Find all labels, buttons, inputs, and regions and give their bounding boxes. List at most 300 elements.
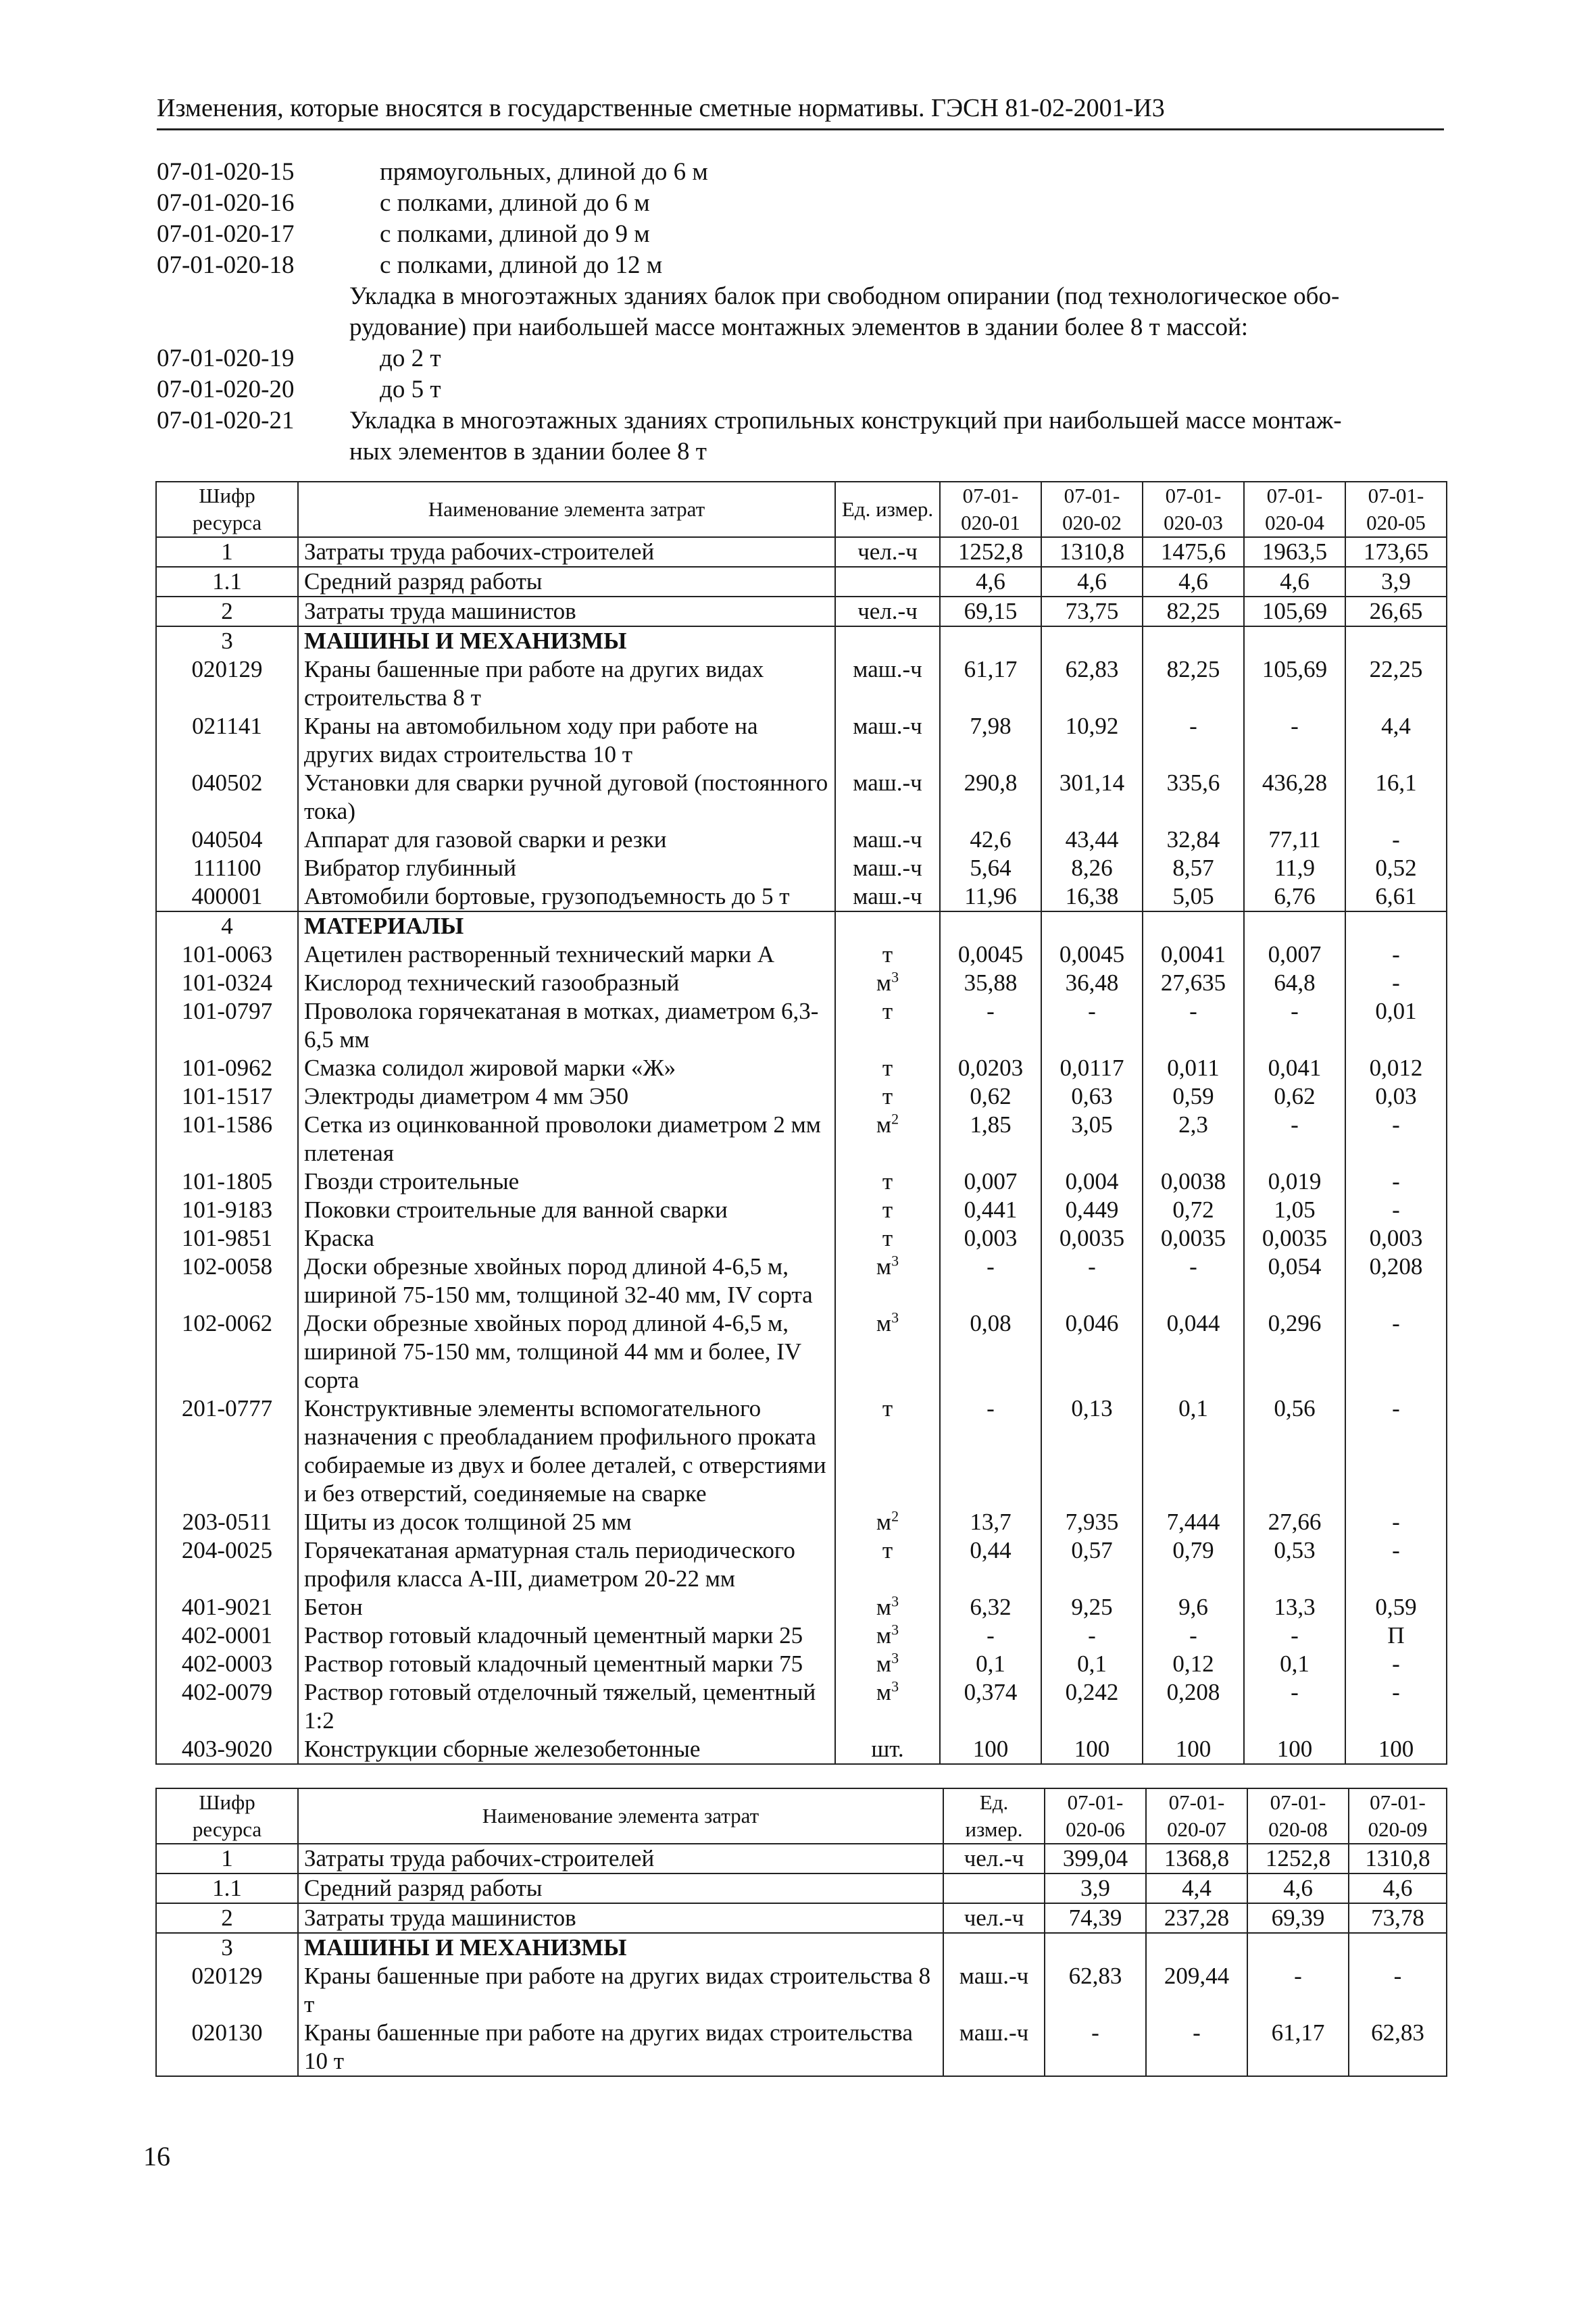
header-norm-code-l2: 020-07 <box>1167 1817 1226 1841</box>
norm-value: - <box>1345 1650 1447 1678</box>
norm-value: 436,28 <box>1244 769 1345 826</box>
norm-value: 0,59 <box>1143 1082 1244 1111</box>
unit-text: м <box>876 1594 892 1620</box>
intro-code: 07-01-020-18 <box>157 251 295 279</box>
norm-value: 1310,8 <box>1349 1844 1447 1873</box>
norm-value: 61,17 <box>1247 2019 1349 2076</box>
resource-name: Средний разряд работы <box>298 567 835 597</box>
table-row <box>156 567 1447 597</box>
unit-text: чел.-ч <box>964 1905 1024 1931</box>
intro-text: до 5 т <box>380 376 441 403</box>
norm-value: 74,39 <box>1045 1903 1146 1933</box>
unit-text: маш.-ч <box>959 2019 1029 2046</box>
resource-unit <box>835 969 940 997</box>
norm-value: 0,1 <box>940 1650 1041 1678</box>
resource-name: Смазка солидол жировой марки «Ж» <box>298 1054 835 1082</box>
norm-value: 62,83 <box>1349 2019 1447 2076</box>
norm-value: 4,4 <box>1345 712 1447 769</box>
header-norm-code-l1: 07-01- <box>1168 1790 1225 1814</box>
header-norm-code <box>1143 482 1244 537</box>
norm-value: 100 <box>1041 1735 1143 1764</box>
resource-unit <box>835 1111 940 1167</box>
header-name: Наименование элемента затрат <box>298 482 835 537</box>
unit-exponent: 3 <box>891 1678 899 1695</box>
norm-value <box>1244 911 1345 940</box>
table-row <box>156 1933 1447 1962</box>
norm-value: 100 <box>1345 1735 1447 1764</box>
unit-exponent: 3 <box>891 1592 899 1610</box>
norm-value: 0,57 <box>1041 1536 1143 1593</box>
resource-code: 3 <box>156 1933 298 1962</box>
table-row <box>156 940 1447 969</box>
norm-value: 62,83 <box>1041 655 1143 712</box>
intro-code: 07-01-020-20 <box>157 376 295 403</box>
page-number: 16 <box>143 2141 170 2171</box>
norm-value: 0,012 <box>1345 1054 1447 1082</box>
norm-value: 82,25 <box>1143 597 1244 626</box>
table-row <box>156 1593 1447 1621</box>
norm-value: 11,96 <box>940 882 1041 911</box>
resource-code: 020130 <box>156 2019 298 2076</box>
intro-list <box>157 157 1444 468</box>
norm-value: 0,0045 <box>940 940 1041 969</box>
norm-value: - <box>1345 1536 1447 1593</box>
norm-value: 301,14 <box>1041 769 1143 826</box>
resource-unit <box>835 626 940 655</box>
norm-value: 0,52 <box>1345 854 1447 882</box>
resource-code: 101-0063 <box>156 940 298 969</box>
norm-value <box>940 911 1041 940</box>
header-code: Шифр ресурса <box>156 482 298 537</box>
unit-text: чел.-ч <box>964 1845 1024 1871</box>
resource-code: 102-0062 <box>156 1309 298 1394</box>
resource-name: Горячекатаная арматурная сталь периодического профиля класса А-III, диаметром 20-22 мм <box>298 1536 835 1593</box>
resource-code: 2 <box>156 1903 298 1933</box>
resource-name: Краны башенные при работе на других видах строительства 8 т <box>298 655 835 712</box>
intro-code: 07-01-020-17 <box>157 220 295 248</box>
resource-unit <box>943 1873 1045 1903</box>
norm-value: 237,28 <box>1146 1903 1247 1933</box>
resource-code: 1.1 <box>156 567 298 597</box>
norm-value: 3,05 <box>1041 1111 1143 1167</box>
resource-unit <box>835 567 940 597</box>
table-row <box>156 712 1447 769</box>
resource-unit <box>835 769 940 826</box>
header-norm-code <box>1041 482 1143 537</box>
norm-value <box>1045 1933 1146 1962</box>
norm-value: 399,04 <box>1045 1844 1146 1873</box>
norm-value: 0,449 <box>1041 1196 1143 1224</box>
resource-unit <box>943 1933 1045 1962</box>
resource-code: 1 <box>156 537 298 567</box>
resource-code: 040502 <box>156 769 298 826</box>
resource-unit <box>835 1678 940 1735</box>
norm-value: 35,88 <box>940 969 1041 997</box>
resource-name: Краска <box>298 1224 835 1253</box>
resource-name: Доски обрезные хвойных пород длиной 4-6,5 м, шириной 75-150 мм, толщиной 32-40 мм, IV сорта <box>298 1253 835 1309</box>
norm-value: - <box>1045 2019 1146 2076</box>
header-norm-code-l1: 07-01- <box>1165 484 1222 507</box>
table-row <box>156 1678 1447 1735</box>
norm-value: 69,15 <box>940 597 1041 626</box>
resource-unit <box>835 1082 940 1111</box>
page-header: Изменения, которые вносятся в государственные сметные нормативы. ГЭСН 81-02-2001-И3 <box>157 93 1444 130</box>
norm-value: 0,53 <box>1244 1536 1345 1593</box>
resource-unit <box>835 1593 940 1621</box>
resource-name: Бетон <box>298 1593 835 1621</box>
resource-code: 201-0777 <box>156 1394 298 1508</box>
norm-value: 3,9 <box>1345 567 1447 597</box>
resource-table-2 <box>155 1788 1447 2077</box>
resource-name: Конструкции сборные железобетонные <box>298 1735 835 1764</box>
resource-unit <box>943 2019 1045 2076</box>
resource-unit <box>835 1650 940 1678</box>
norm-value: 0,62 <box>1244 1082 1345 1111</box>
norm-value: 61,17 <box>940 655 1041 712</box>
table-header-row <box>156 482 1447 537</box>
table-row <box>156 1508 1447 1536</box>
header-unit: Ед. измер. <box>943 1788 1045 1844</box>
norm-value: 0,0117 <box>1041 1054 1143 1082</box>
norm-value: 0,011 <box>1143 1054 1244 1082</box>
unit-text: маш.-ч <box>853 770 922 796</box>
norm-value: 13,7 <box>940 1508 1041 1536</box>
norm-value: 0,0045 <box>1041 940 1143 969</box>
unit-text: маш.-ч <box>853 713 922 739</box>
norm-value: 0,0203 <box>940 1054 1041 1082</box>
norm-value: П <box>1345 1621 1447 1650</box>
intro-text: прямоугольных, длиной до 6 м <box>380 158 708 186</box>
norm-value: 43,44 <box>1041 826 1143 854</box>
intro-row <box>157 343 1444 374</box>
norm-value: 16,38 <box>1041 882 1143 911</box>
table-row <box>156 1735 1447 1764</box>
norm-value: 0,12 <box>1143 1650 1244 1678</box>
header-norm-code-l1: 07-01- <box>1266 484 1323 507</box>
resource-name: Раствор готовый кладочный цементный марки 75 <box>298 1650 835 1678</box>
header-norm-code-l2: 020-02 <box>1062 511 1122 534</box>
intro-text: Укладка в многоэтажных зданиях балок при свободном опирании (под технологическое обо- <box>349 282 1340 310</box>
norm-value: 27,66 <box>1244 1508 1345 1536</box>
norm-value: - <box>940 1253 1041 1309</box>
norm-value <box>1143 626 1244 655</box>
norm-value: 10,92 <box>1041 712 1143 769</box>
intro-code <box>157 312 349 343</box>
norm-value: 0,044 <box>1143 1309 1244 1394</box>
intro-row <box>157 188 1444 219</box>
resource-name: Краны башенные при работе на других видах строительства 8 т <box>298 1962 943 2019</box>
unit-text: м <box>876 1622 892 1649</box>
norm-value: 64,8 <box>1244 969 1345 997</box>
norm-value: 7,98 <box>940 712 1041 769</box>
header-name: Наименование элемента затрат <box>298 1788 943 1844</box>
table-row <box>156 826 1447 854</box>
table-row <box>156 997 1447 1054</box>
resource-unit <box>835 911 940 940</box>
norm-value: - <box>1345 969 1447 997</box>
norm-value: 0,1 <box>1244 1650 1345 1678</box>
intro-row <box>157 219 1444 250</box>
table-row <box>156 1253 1447 1309</box>
norm-value: 0,59 <box>1345 1593 1447 1621</box>
norm-value: 5,05 <box>1143 882 1244 911</box>
resource-unit <box>835 1253 940 1309</box>
norm-value: 0,1 <box>1143 1394 1244 1508</box>
resource-code: 020129 <box>156 655 298 712</box>
norm-value: 100 <box>1143 1735 1244 1764</box>
unit-text: т <box>882 1537 893 1563</box>
intro-row <box>157 436 1444 468</box>
resource-unit <box>835 1309 940 1394</box>
table-row <box>156 1196 1447 1224</box>
table-row <box>156 911 1447 940</box>
norm-value <box>1345 911 1447 940</box>
norm-value: 69,39 <box>1247 1903 1349 1933</box>
unit-text: м <box>876 1651 892 1677</box>
unit-exponent: 3 <box>891 968 899 986</box>
norm-value <box>1244 626 1345 655</box>
norm-value: 0,374 <box>940 1678 1041 1735</box>
resource-unit <box>835 997 940 1054</box>
resource-unit <box>835 712 940 769</box>
resource-name: МАШИНЫ И МЕХАНИЗМЫ <box>298 626 835 655</box>
norm-value <box>1146 1933 1247 1962</box>
resource-name: Средний разряд работы <box>298 1873 943 1903</box>
norm-value: 0,041 <box>1244 1054 1345 1082</box>
norm-value: 9,25 <box>1041 1593 1143 1621</box>
table-row <box>156 969 1447 997</box>
norm-value: 7,935 <box>1041 1508 1143 1536</box>
unit-text: маш.-ч <box>853 855 922 881</box>
resource-unit <box>835 940 940 969</box>
resource-code: 403-9020 <box>156 1735 298 1764</box>
norm-value: 0,046 <box>1041 1309 1143 1394</box>
resource-code: 402-0079 <box>156 1678 298 1735</box>
norm-value: 36,48 <box>1041 969 1143 997</box>
table-row <box>156 1536 1447 1593</box>
header-norm-code-l2: 020-01 <box>961 511 1020 534</box>
norm-value: - <box>1345 1508 1447 1536</box>
resource-code: 4 <box>156 911 298 940</box>
norm-value: 0,0035 <box>1041 1224 1143 1253</box>
resource-code: 1.1 <box>156 1873 298 1903</box>
table-row <box>156 597 1447 626</box>
header-norm-code-l2: 020-08 <box>1268 1817 1328 1841</box>
header-norm-code-l1: 07-01- <box>1067 1790 1124 1814</box>
norm-value: - <box>1345 1394 1447 1508</box>
resource-code: 400001 <box>156 882 298 911</box>
unit-text: т <box>882 941 893 967</box>
resource-unit <box>943 1903 1045 1933</box>
resource-code: 402-0003 <box>156 1650 298 1678</box>
resource-unit <box>943 1962 1045 2019</box>
unit-text: м <box>876 1111 892 1138</box>
norm-value <box>1247 1933 1349 1962</box>
norm-value: 0,054 <box>1244 1253 1345 1309</box>
header-norm-code-l2: 020-09 <box>1368 1817 1428 1841</box>
norm-value: 62,83 <box>1045 1962 1146 2019</box>
norm-value: 0,0038 <box>1143 1167 1244 1196</box>
resource-name: Автомобили бортовые, грузоподъемность до 5 т <box>298 882 835 911</box>
resource-name: Сетка из оцинкованной проволоки диаметром 2 мм плетеная <box>298 1111 835 1167</box>
norm-value: 0,208 <box>1143 1678 1244 1735</box>
unit-text: т <box>882 1225 893 1251</box>
intro-text: с полками, длиной до 12 м <box>380 251 663 279</box>
norm-value: 6,61 <box>1345 882 1447 911</box>
norm-value: 0,004 <box>1041 1167 1143 1196</box>
header-norm-code-l1: 07-01- <box>962 484 1019 507</box>
resource-unit <box>835 882 940 911</box>
norm-value: - <box>1146 2019 1247 2076</box>
norm-value: - <box>1143 997 1244 1054</box>
resource-name: Установки для сварки ручной дуговой (постоянного тока) <box>298 769 835 826</box>
norm-value: 0,01 <box>1345 997 1447 1054</box>
norm-value: 4,4 <box>1146 1873 1247 1903</box>
norm-value: 13,3 <box>1244 1593 1345 1621</box>
table-row <box>156 655 1447 712</box>
norm-value: 8,26 <box>1041 854 1143 882</box>
intro-row <box>157 405 1444 436</box>
table-row <box>156 537 1447 567</box>
resource-name: Электроды диаметром 4 мм Э50 <box>298 1082 835 1111</box>
unit-text: т <box>882 1083 893 1109</box>
table-row <box>156 626 1447 655</box>
intro-code: 07-01-020-19 <box>157 345 295 372</box>
norm-value: - <box>1041 997 1143 1054</box>
intro-text: ных элементов в здании более 8 т <box>349 438 707 466</box>
norm-value: 4,6 <box>1349 1873 1447 1903</box>
norm-value: 105,69 <box>1244 597 1345 626</box>
norm-value: 6,76 <box>1244 882 1345 911</box>
norm-value: 26,65 <box>1345 597 1447 626</box>
resource-name: Краны на автомобильном ходу при работе на других видах строительства 10 т <box>298 712 835 769</box>
resource-code: 102-0058 <box>156 1253 298 1309</box>
resource-name: Затраты труда машинистов <box>298 597 835 626</box>
intro-code <box>157 436 349 468</box>
norm-value: - <box>940 1621 1041 1650</box>
resource-code: 101-9851 <box>156 1224 298 1253</box>
resource-name: МАШИНЫ И МЕХАНИЗМЫ <box>298 1933 943 1962</box>
intro-code: 07-01-020-16 <box>157 189 295 217</box>
norm-value: - <box>1244 1621 1345 1650</box>
norm-value: 1475,6 <box>1143 537 1244 567</box>
norm-value: - <box>1244 997 1345 1054</box>
norm-value: 0,63 <box>1041 1082 1143 1111</box>
table-row <box>156 1962 1447 2019</box>
table-row <box>156 1054 1447 1082</box>
resource-name: Проволока горячекатаная в мотках, диаметром 6,3-6,5 мм <box>298 997 835 1054</box>
intro-text: рудование) при наибольшей массе монтажных элементов в здании более 8 т массой: <box>349 313 1249 341</box>
resource-code: 2 <box>156 597 298 626</box>
norm-value: 100 <box>940 1735 1041 1764</box>
norm-value <box>940 626 1041 655</box>
resource-unit <box>835 537 940 567</box>
table-row <box>156 1621 1447 1650</box>
resource-unit <box>835 826 940 854</box>
norm-value: 0,1 <box>1041 1650 1143 1678</box>
norm-value: 0,0041 <box>1143 940 1244 969</box>
resource-name: Гвозди строительные <box>298 1167 835 1196</box>
resource-name: Конструктивные элементы вспомогательного назначения с преобладанием профильного проката собираемые из двух и более деталей, с отверстиями и без отверстий, соединяемые на сварке <box>298 1394 835 1508</box>
header-norm-code-l1: 07-01- <box>1370 1790 1426 1814</box>
intro-row <box>157 250 1444 281</box>
norm-value: - <box>940 1394 1041 1508</box>
norm-value: 290,8 <box>940 769 1041 826</box>
resource-name: Поковки строительные для ванной сварки <box>298 1196 835 1224</box>
norm-value: 0,208 <box>1345 1253 1447 1309</box>
header-norm-code-l1: 07-01- <box>1064 484 1120 507</box>
intro-code: 07-01-020-15 <box>157 158 295 186</box>
table-row <box>156 1167 1447 1196</box>
norm-value: - <box>1143 1621 1244 1650</box>
resource-code: 203-0511 <box>156 1508 298 1536</box>
norm-value: 0,007 <box>940 1167 1041 1196</box>
resource-name: Кислород технический газообразный <box>298 969 835 997</box>
resource-name: Вибратор глубинный <box>298 854 835 882</box>
resource-code: 1 <box>156 1844 298 1873</box>
table-row <box>156 882 1447 911</box>
unit-exponent: 2 <box>891 1110 899 1128</box>
header-norm-code <box>1247 1788 1349 1844</box>
resource-name: Затраты труда рабочих-строителей <box>298 1844 943 1873</box>
unit-text: м <box>876 1509 892 1535</box>
unit-exponent: 3 <box>891 1309 899 1326</box>
intro-row <box>157 157 1444 188</box>
unit-text: т <box>882 1395 893 1422</box>
resource-code: 101-0962 <box>156 1054 298 1082</box>
norm-value: 0,56 <box>1244 1394 1345 1508</box>
norm-value: - <box>1143 712 1244 769</box>
resource-code: 401-9021 <box>156 1593 298 1621</box>
unit-exponent: 3 <box>891 1649 899 1667</box>
resource-name: Доски обрезные хвойных пород длиной 4-6,5 м, шириной 75-150 мм, толщиной 44 мм и более, IV сорта <box>298 1309 835 1394</box>
intro-text: с полками, длиной до 9 м <box>380 220 650 248</box>
table-row <box>156 1309 1447 1394</box>
unit-text: маш.-ч <box>853 656 922 682</box>
resource-unit <box>835 854 940 882</box>
norm-value <box>1041 626 1143 655</box>
norm-value: 0,296 <box>1244 1309 1345 1394</box>
resource-name: Затраты труда машинистов <box>298 1903 943 1933</box>
norm-value: 1,05 <box>1244 1196 1345 1224</box>
norm-value: 9,6 <box>1143 1593 1244 1621</box>
norm-value: 5,64 <box>940 854 1041 882</box>
norm-value: 105,69 <box>1244 655 1345 712</box>
norm-value: 73,78 <box>1349 1903 1447 1933</box>
table-row <box>156 1844 1447 1873</box>
resource-code: 402-0001 <box>156 1621 298 1650</box>
intro-text: Укладка в многоэтажных зданиях стропильных конструкций при наибольшей массе монтаж- <box>349 407 1342 434</box>
norm-value: 0,0035 <box>1143 1224 1244 1253</box>
unit-text: м <box>876 970 892 996</box>
resource-unit <box>835 1394 940 1508</box>
norm-value <box>1041 911 1143 940</box>
norm-value: 4,6 <box>1247 1873 1349 1903</box>
unit-text: м <box>876 1679 892 1705</box>
resource-name: Ацетилен растворенный технический марки А <box>298 940 835 969</box>
norm-value: 42,6 <box>940 826 1041 854</box>
header-norm-code-l1: 07-01- <box>1368 484 1424 507</box>
norm-value: 0,019 <box>1244 1167 1345 1196</box>
resource-name: Щиты из досок толщиной 25 мм <box>298 1508 835 1536</box>
norm-value: 0,0035 <box>1244 1224 1345 1253</box>
norm-value: - <box>1244 1111 1345 1167</box>
resource-code: 101-9183 <box>156 1196 298 1224</box>
resource-unit <box>835 1167 940 1196</box>
norm-value: 1310,8 <box>1041 537 1143 567</box>
norm-value <box>1345 626 1447 655</box>
norm-value: 0,003 <box>940 1224 1041 1253</box>
